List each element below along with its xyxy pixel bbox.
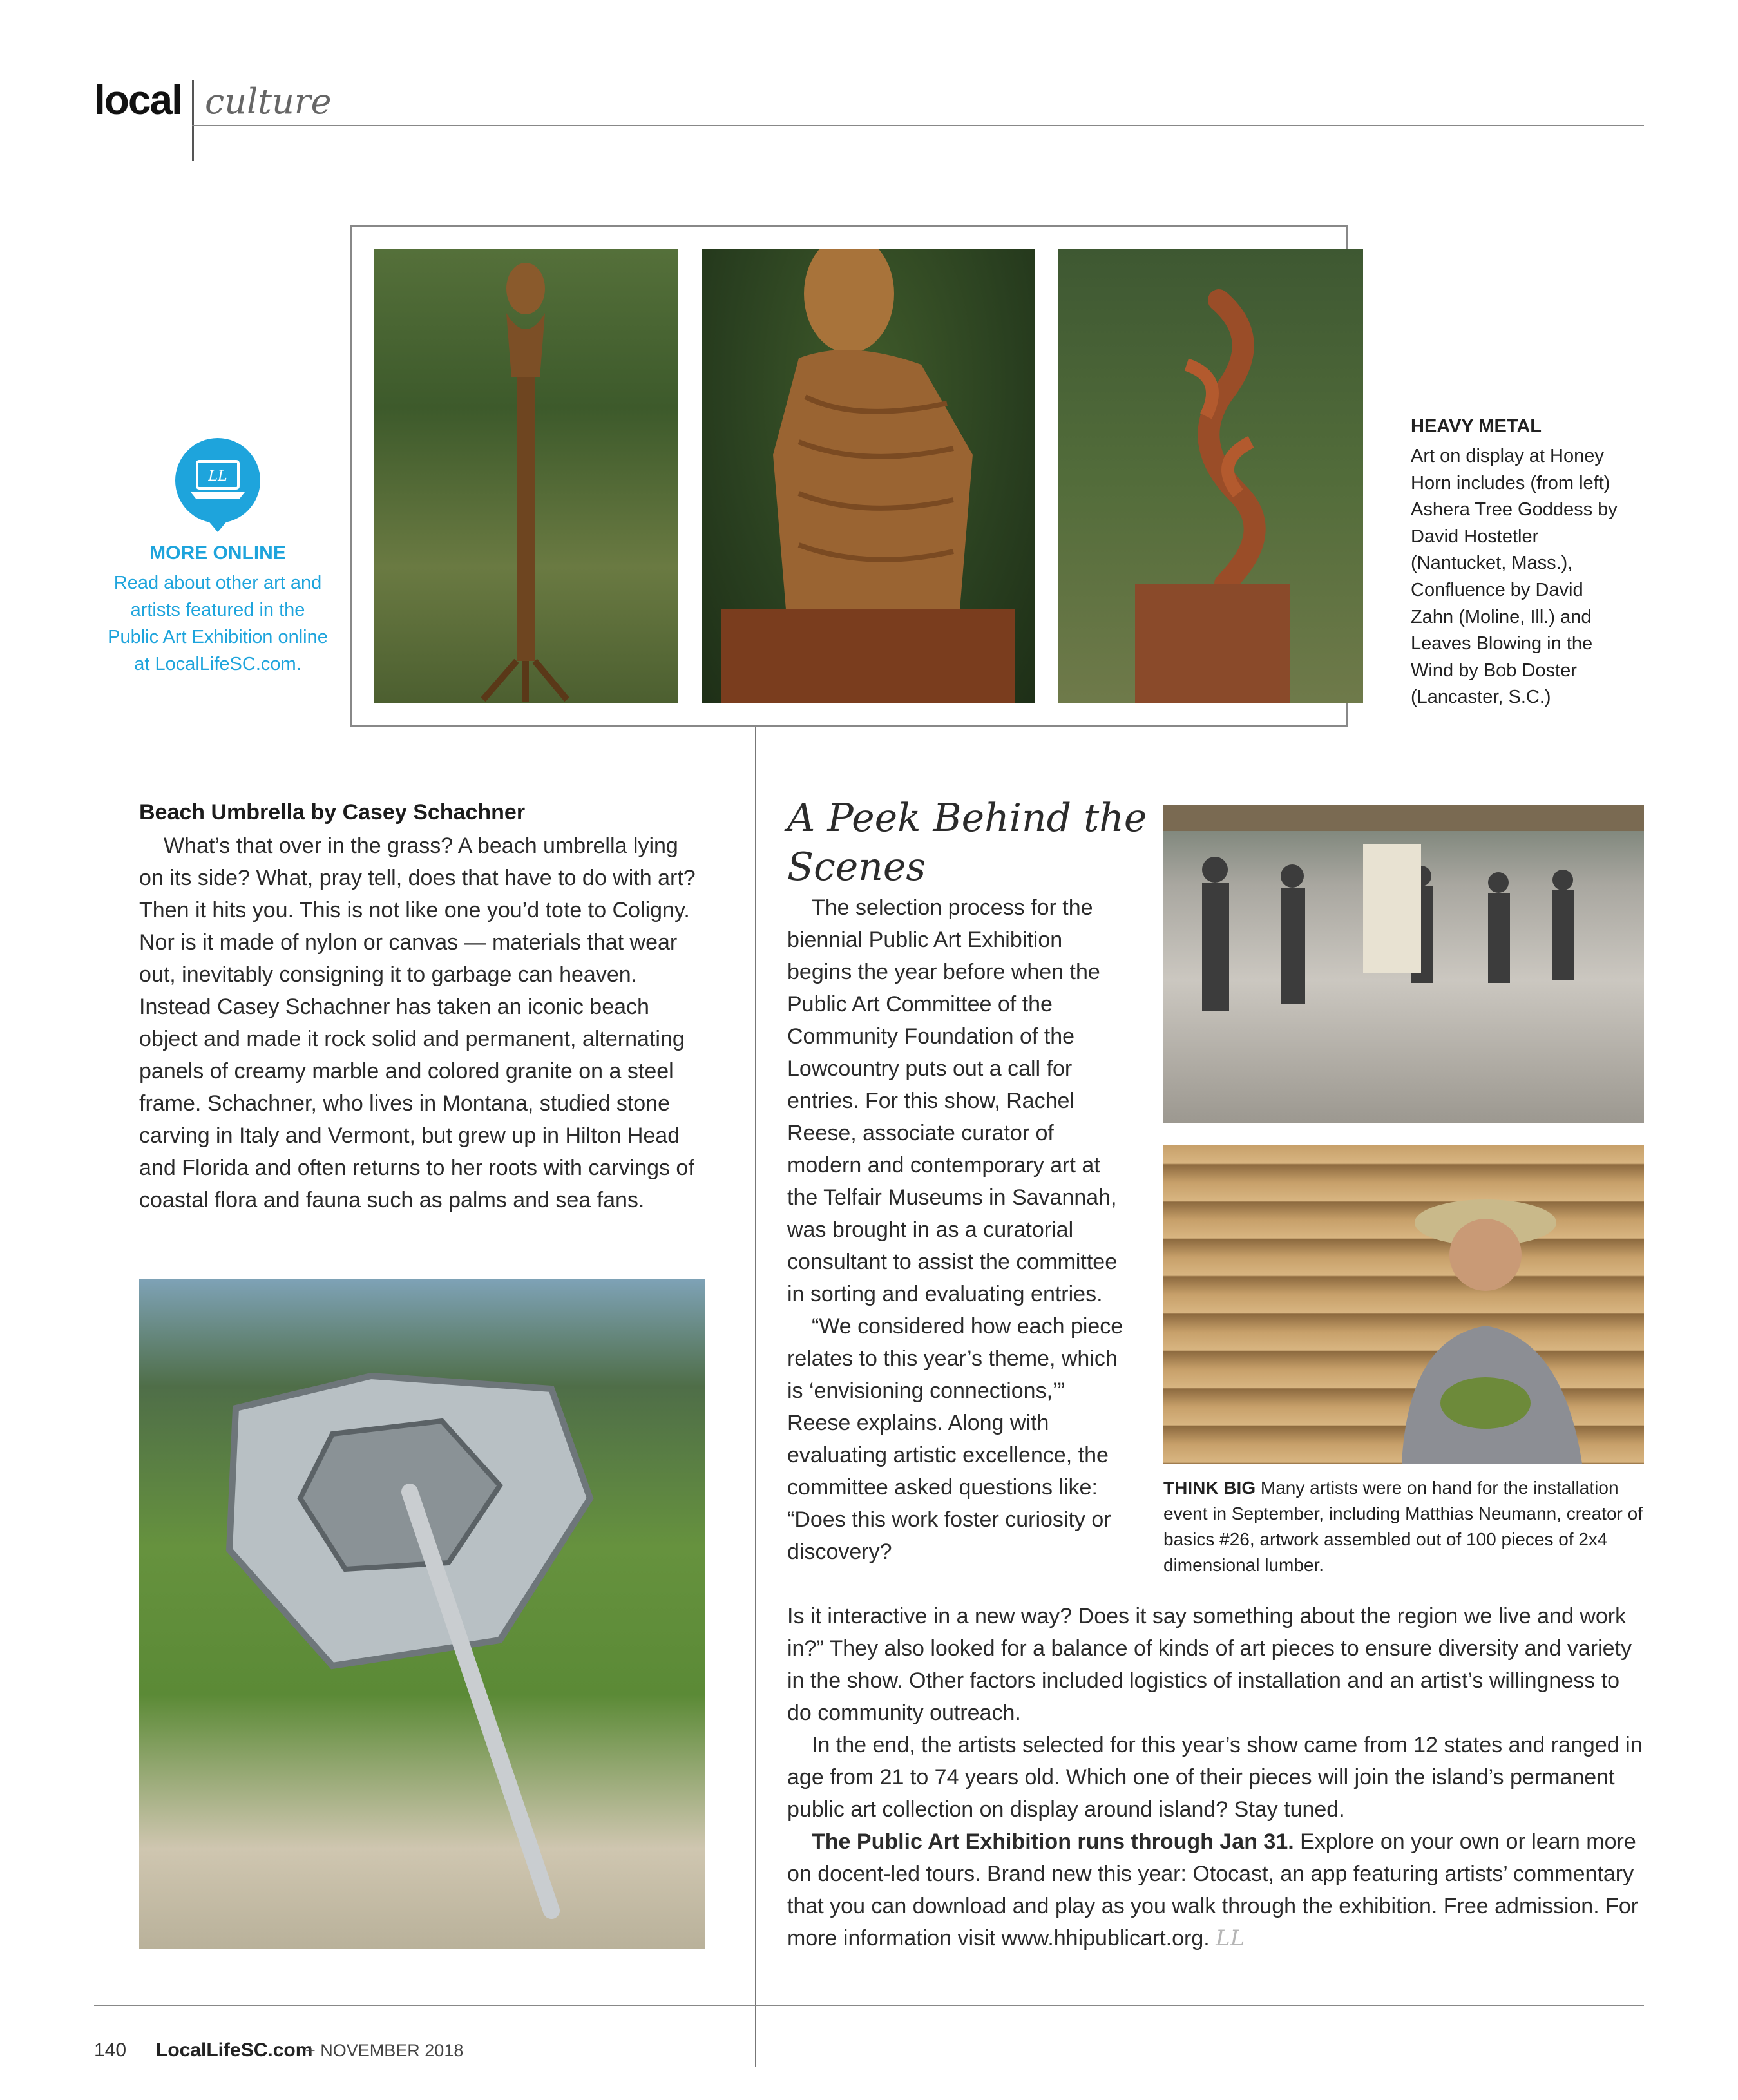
article-title: A Peek Behind the Scenes [787, 796, 1147, 890]
photo-installation-event [1163, 805, 1644, 1123]
beach-umbrella-body: What’s that over in the grass? A beach umbrella lying on its side? What, pray tell, does that have to do with art? Then it hits you. This is not like one you’d tote to Coligny. Nor is it made of nylon or canvas — materials that wear out, inevitably consigning it to garbage can heaven. Instead Casey Schachner has taken an iconic beach object and made it rock solid and permanent, alternating panels of creamy marble and colored granite on a steel frame. Schachner, who lives in Montana, studied stone carving in Italy and Vermont, but grew up in Hilton Head and Florida and often returns to her roots with carvings of coastal flora and fauna such as palms and sea fans. [139, 834, 696, 1212]
photo-ashera-tree-goddess [374, 249, 678, 703]
footer-site-link[interactable]: LocalLifeSC.com [156, 2039, 313, 2061]
more-online-text[interactable]: Read about other art and artists featured in the Public Art Exhibition online at LocalLifeSC.com. [108, 573, 328, 674]
bust-sculpture-icon [702, 249, 1035, 703]
think-big-caption-text: Many artists were on hand for the installation event in September, including Matthias Neumann, creator of basics #26, artwork assembled out of 100 pieces of 2x4 dimensional lumber. [1163, 1478, 1643, 1575]
article-paragraph-2: “We considered how each piece relates to this year’s theme, which is ‘envisioning connections,’” Reese explains. Along with evaluating artistic excellence, the committee asked questions like: “Does this work foster curiosity or discovery? [787, 1314, 1123, 1564]
exhibition-details: Explore on your own or learn more on docent-led tours. Brand new this year: Otocast, an app featuring artists’ commentary that you can download and play as you walk through the exhibition. Free admission. For more information visit www.hhipublicart.org. [787, 1829, 1639, 1951]
more-online-badge[interactable] [175, 438, 260, 523]
article-paragraph-4 [787, 1826, 1644, 1954]
think-big-caption [1163, 1475, 1644, 1578]
footer-rule [94, 2005, 1644, 2006]
column-divider [755, 727, 756, 2067]
metal-leaves-icon [1058, 249, 1363, 703]
article-body-wide [787, 1600, 1644, 1954]
more-online-badge-text: LL [208, 468, 227, 484]
section-subtitle: culture [205, 81, 332, 122]
beach-umbrella-subhead: Beach Umbrella by Casey Schachner [139, 800, 526, 825]
article-paragraph-3: In the end, the artists selected for this year’s show came from 12 states and ranged in age from 21 to 74 years old. Which one of their pieces will join the island’s permanent public art collection on display around island? Stay tuned. [787, 1733, 1643, 1822]
page-number: 140 [94, 2039, 127, 2061]
exhibition-dates-bold: The Public Art Exhibition runs through Jan 31. [812, 1829, 1294, 1854]
end-mark: LL [1216, 1925, 1245, 1951]
stone-umbrella-icon [139, 1279, 705, 1949]
photo-leaves-blowing [1058, 249, 1363, 703]
photo-confluence [702, 249, 1035, 703]
article-paragraph-2-continued: Is it interactive in a new way? Does it say something about the region we live and work in?” They also looked for a balance of kinds of art pieces to ensure diversity and variety in the show. Other factors included logistics of installation and an artist’s willingness to do community outreach. [787, 1604, 1632, 1725]
heavy-metal-caption-text: Art on display at Honey Horn includes (from left) Ashera Tree Goddess by David Hostetler (Nantucket, Mass.), Confluence by David Zahn (Moline, Ill.) and Leaves Blowing in the Wind by Bob Doster (Lancaster, S.C.) [1411, 446, 1618, 708]
heavy-metal-caption-title: HEAVY METAL [1411, 416, 1542, 437]
sculpture-figure-icon [374, 249, 678, 703]
article-body-narrow [787, 892, 1132, 1568]
laptop-icon [175, 438, 260, 523]
header-rule [192, 125, 1644, 126]
photo-matthias-neumann [1163, 1145, 1644, 1464]
header-divider [192, 80, 194, 161]
think-big-caption-title: THINK BIG [1163, 1478, 1256, 1498]
section-logo: local [94, 77, 182, 123]
more-online-title: MORE ONLINE [149, 542, 286, 564]
badge-pointer [204, 515, 232, 532]
people-group-icon [1163, 805, 1644, 1123]
photo-beach-umbrella [139, 1279, 705, 1949]
artist-portrait-icon [1163, 1145, 1644, 1464]
footer-issue-date: + NOVEMBER 2018 [305, 2041, 464, 2060]
article-paragraph-1: The selection process for the biennial Public Art Exhibition begins the year before when the Public Art Committee of the Community Foundation of the Lowcountry puts out a call for entries. For this show, Rachel Reese, associate curator of modern and contemporary art at the Telfair Museums in Savannah, was brought in as a curatorial consultant to assist the committee in sorting and evaluating entries. [787, 895, 1118, 1306]
